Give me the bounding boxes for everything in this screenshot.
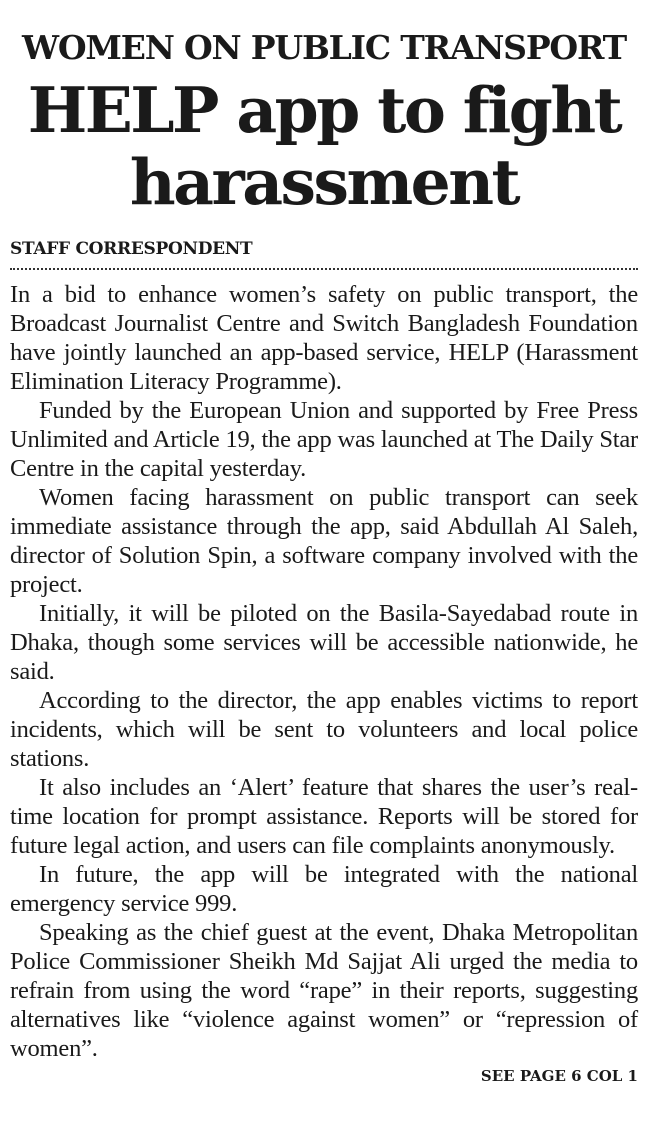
dotted-divider — [10, 268, 638, 270]
paragraph: Funded by the European Union and supported by Free Press Unlimited and Article 19, the app was launched at The Daily Star Centre in the capital yesterday. — [10, 397, 638, 482]
headline: HELP app to fight harassment — [27, 73, 621, 219]
paragraph: Speaking as the chief guest at the event, Dhaka Metropolitan Police Commissioner Sheikh Md Sajjat Ali urged the media to refrain from using the word “rape” in their reports, suggesting alternatives like “violence against women” or “repression of women”. — [10, 919, 638, 1062]
paragraph: In future, the app will be integrated with the national emergency service 999. — [10, 861, 638, 917]
paragraph: Initially, it will be piloted on the Basila-Sayedabad route in Dhaka, though some services will be accessible nationwide, he said. — [10, 600, 638, 685]
paragraph: In a bid to enhance women’s safety on public transport, the Broadcast Journalist Centre and Switch Bangladesh Foundation have jointly launched an app-based service, HELP (Harassment Elimination Literacy Programme). — [10, 281, 638, 395]
paragraph: Women facing harassment on public transport can seek immediate assistance through the app, said Abdullah Al Saleh, director of Solution Spin, a software company involved with the project. — [10, 484, 638, 598]
kicker-heading: WOMEN ON PUBLIC TRANSPORT — [22, 28, 626, 67]
news-article — [10, 0, 638, 1086]
continuation-note: SEE PAGE 6 COL 1 — [480, 1067, 638, 1085]
paragraph: It also includes an ‘Alert’ feature that shares the user’s real-time location for prompt assistance. Reports will be stored for future legal action, and users can file complaints anonymously. — [10, 774, 638, 859]
article-body — [10, 280, 638, 1063]
paragraph: According to the director, the app enables victims to report incidents, which will be sent to volunteers and local police stations. — [10, 687, 638, 772]
byline: STAFF CORRESPONDENT — [10, 239, 253, 259]
